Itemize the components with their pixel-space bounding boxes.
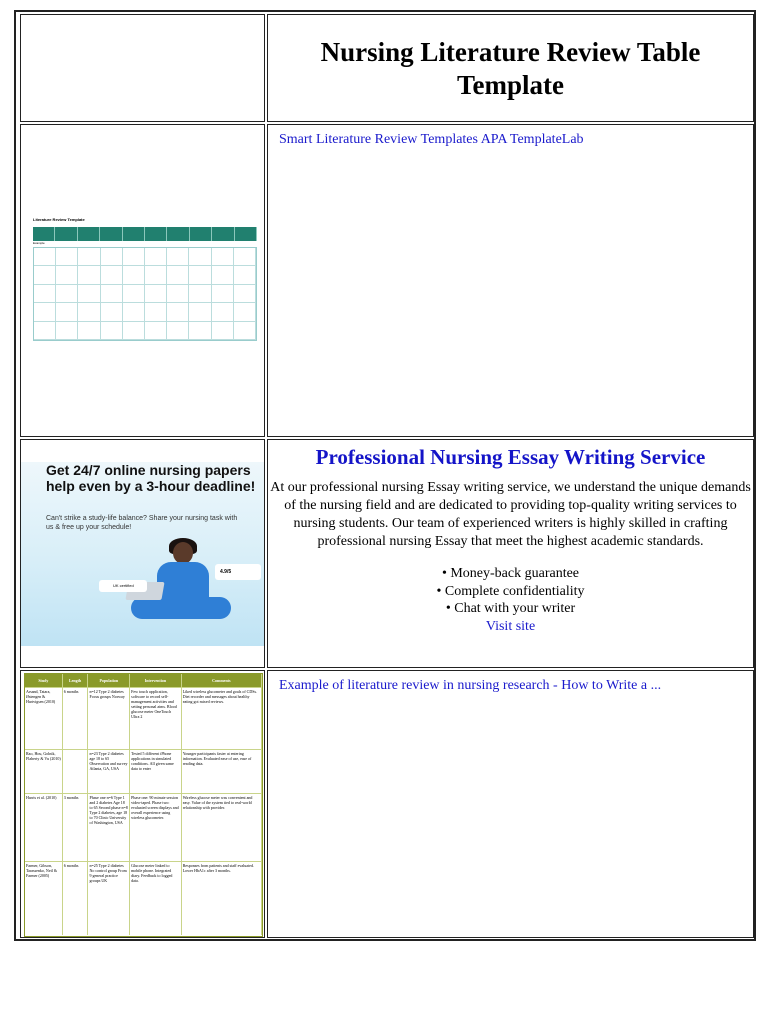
thumbnail-header-bar: [33, 227, 257, 241]
template-link[interactable]: Smart Literature Review Templates APA TemplateLab: [279, 132, 584, 147]
promo-banner-cell: [20, 439, 265, 668]
thumbnail-grid: [33, 247, 257, 341]
title-cell: [267, 14, 754, 122]
rating-badge: 4.9/5: [215, 564, 261, 580]
empty-cell: [20, 14, 265, 122]
table-row: Arsand, Tatara, Østengen & Hartvigsen (2010) 6 months n=12 Type 2 diabetes Focus groups Norway Few touch application, software to record self-management activities and setting personal aims. Blood glucose meter OneTouch Ultra 2 Liked wireless glucometer and goals of CDSs. Diet recorder and messages about healthy eating got mixed reviews.: [25, 687, 262, 749]
literature-table-cell: [20, 670, 265, 938]
review-table: [14, 10, 756, 941]
promo-headline: Get 24/7 online nursing papers help even by a 3-hour deadline!: [46, 462, 256, 494]
visit-site-link[interactable]: Visit site: [485, 618, 536, 634]
list-item: • Chat with your writer: [268, 600, 753, 618]
thumbnail-title: Literature Review Template: [33, 217, 85, 222]
table-row: Farmer, Gibson, Tarassenko, Neil & Farmer (2005) 6 months n=25 Type 2 diabetes No control group From 9 general practice groups UK Glucose meter linked to mobile phone. Integrated diary. Feedback to logged data. Responses from patients and staff evaluated. Lower HbA1c after 3 months.: [25, 861, 262, 935]
table-header: Study Length Population Intervention Comments: [25, 674, 262, 687]
table-row: Harris et al. (2010) 3 months Phase one n=6 Type 1 and 2 diabetes Age 18 to 65 Second phase n=8 Type 2 diabetes, age 18 to 70 Clinic University of Washington, USA Phase one: 90 minute session video-taped. Phase two: evaluated screen displays and overall experience using wireless glucometer. Wireless glucose meter was convenient and easy. Value of the system tied to real-world relationship with provider.: [25, 793, 262, 861]
template-thumbnail-cell: [20, 124, 265, 437]
thumbnail-example-label: Example: [33, 241, 45, 245]
page-title: Nursing Literature Review Table Template: [320, 37, 701, 100]
example-link[interactable]: Example of literature review in nursing research - How to Write a ...: [279, 678, 662, 693]
promo-subtext: Can't strike a study-life balance? Share your nursing task with us & free up your schedule!: [46, 515, 238, 531]
service-cell: [267, 439, 754, 668]
template-link-cell: [267, 124, 754, 437]
table-row: Rao, Hou, Golnik, Flaherty & Vu (2010) n=23 Type 2 diabetes age 18 to 65 Observation and survey Atlanta, GA, USA Tested 5 different iPhone applications in simulated conditions. All given same data to enter Younger participants faster at entering information. Evaluated ease of use, ease of reading data.: [25, 749, 262, 793]
list-item: • Money-back guarantee: [268, 565, 753, 583]
template-thumbnail-image[interactable]: [33, 217, 259, 342]
service-heading[interactable]: Professional Nursing Essay Writing Service: [315, 445, 706, 469]
feature-list: [268, 565, 753, 618]
service-description: At our professional nursing Essay writing service, we understand the unique demands of the nursing field and are dedicated to providing top-quality writing services to nursing students. Our team of experienced writers is highly skilled in crafting professional nursing Essay that meet the highest academic standards.: [270, 480, 751, 549]
example-link-cell: [267, 670, 754, 938]
literature-table-image[interactable]: [24, 673, 263, 937]
list-item: • Complete confidentiality: [268, 583, 753, 601]
promo-banner[interactable]: [21, 462, 264, 646]
certified-badge: UK certified: [99, 580, 147, 592]
